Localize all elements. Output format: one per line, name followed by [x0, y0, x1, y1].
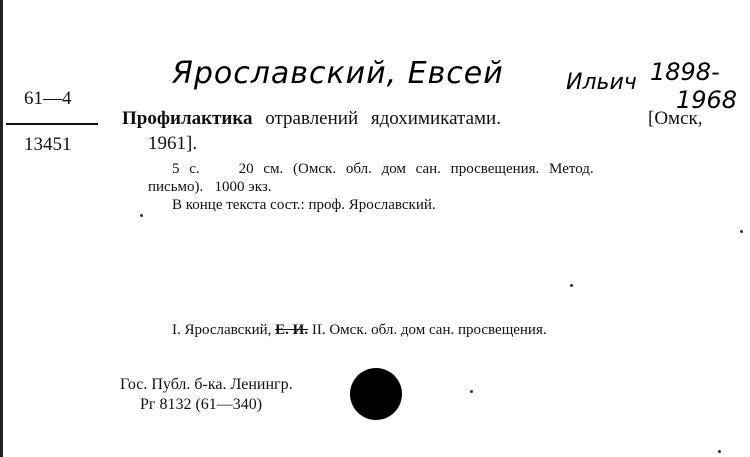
- speck: [718, 450, 721, 453]
- ink-blot: [350, 368, 402, 420]
- handwritten-years-start: 1898-: [650, 58, 720, 86]
- speck: [470, 390, 473, 393]
- handwritten-patronymic: Ильич: [566, 70, 637, 95]
- call-number-rule: [6, 123, 98, 125]
- handwritten-author: Ярославский, Евсей: [172, 56, 504, 91]
- description-line-1: 5 с. 20 см. (Омск. обл. дом сан. просвещения. Метод.: [172, 161, 594, 177]
- tracing-author: I. Ярославский,: [172, 322, 272, 338]
- handwritten-years-end: 1968: [676, 86, 738, 114]
- publication-year: 1961].: [148, 133, 198, 154]
- card-edge: [0, 0, 9, 457]
- publication-place: [Омск,: [648, 108, 703, 129]
- call-number-bottom: 13451: [24, 134, 72, 155]
- call-number-top: 61—4: [24, 88, 72, 109]
- description-line-2: письмо). 1000 экз.: [148, 179, 272, 195]
- title-line: [122, 108, 501, 130]
- tracing-corporate: II. Омск. обл. дом сан. просвещения.: [311, 322, 547, 338]
- tracings-line: [172, 322, 547, 339]
- title-rest: отравлений ядохимикатами.: [265, 108, 501, 129]
- stamp-line-1: Гос. Публ. б-ка. Ленингр.: [120, 376, 293, 393]
- book-title: Профилактика: [122, 108, 253, 129]
- description-line-3: В конце текста сост.: проф. Ярославский.: [172, 197, 436, 213]
- stamp-line-2: Рг 8132 (61—340): [140, 396, 263, 413]
- tracing-initials: Е. И.: [275, 322, 309, 338]
- speck: [570, 284, 573, 287]
- speck: [140, 214, 143, 217]
- speck: [740, 230, 743, 233]
